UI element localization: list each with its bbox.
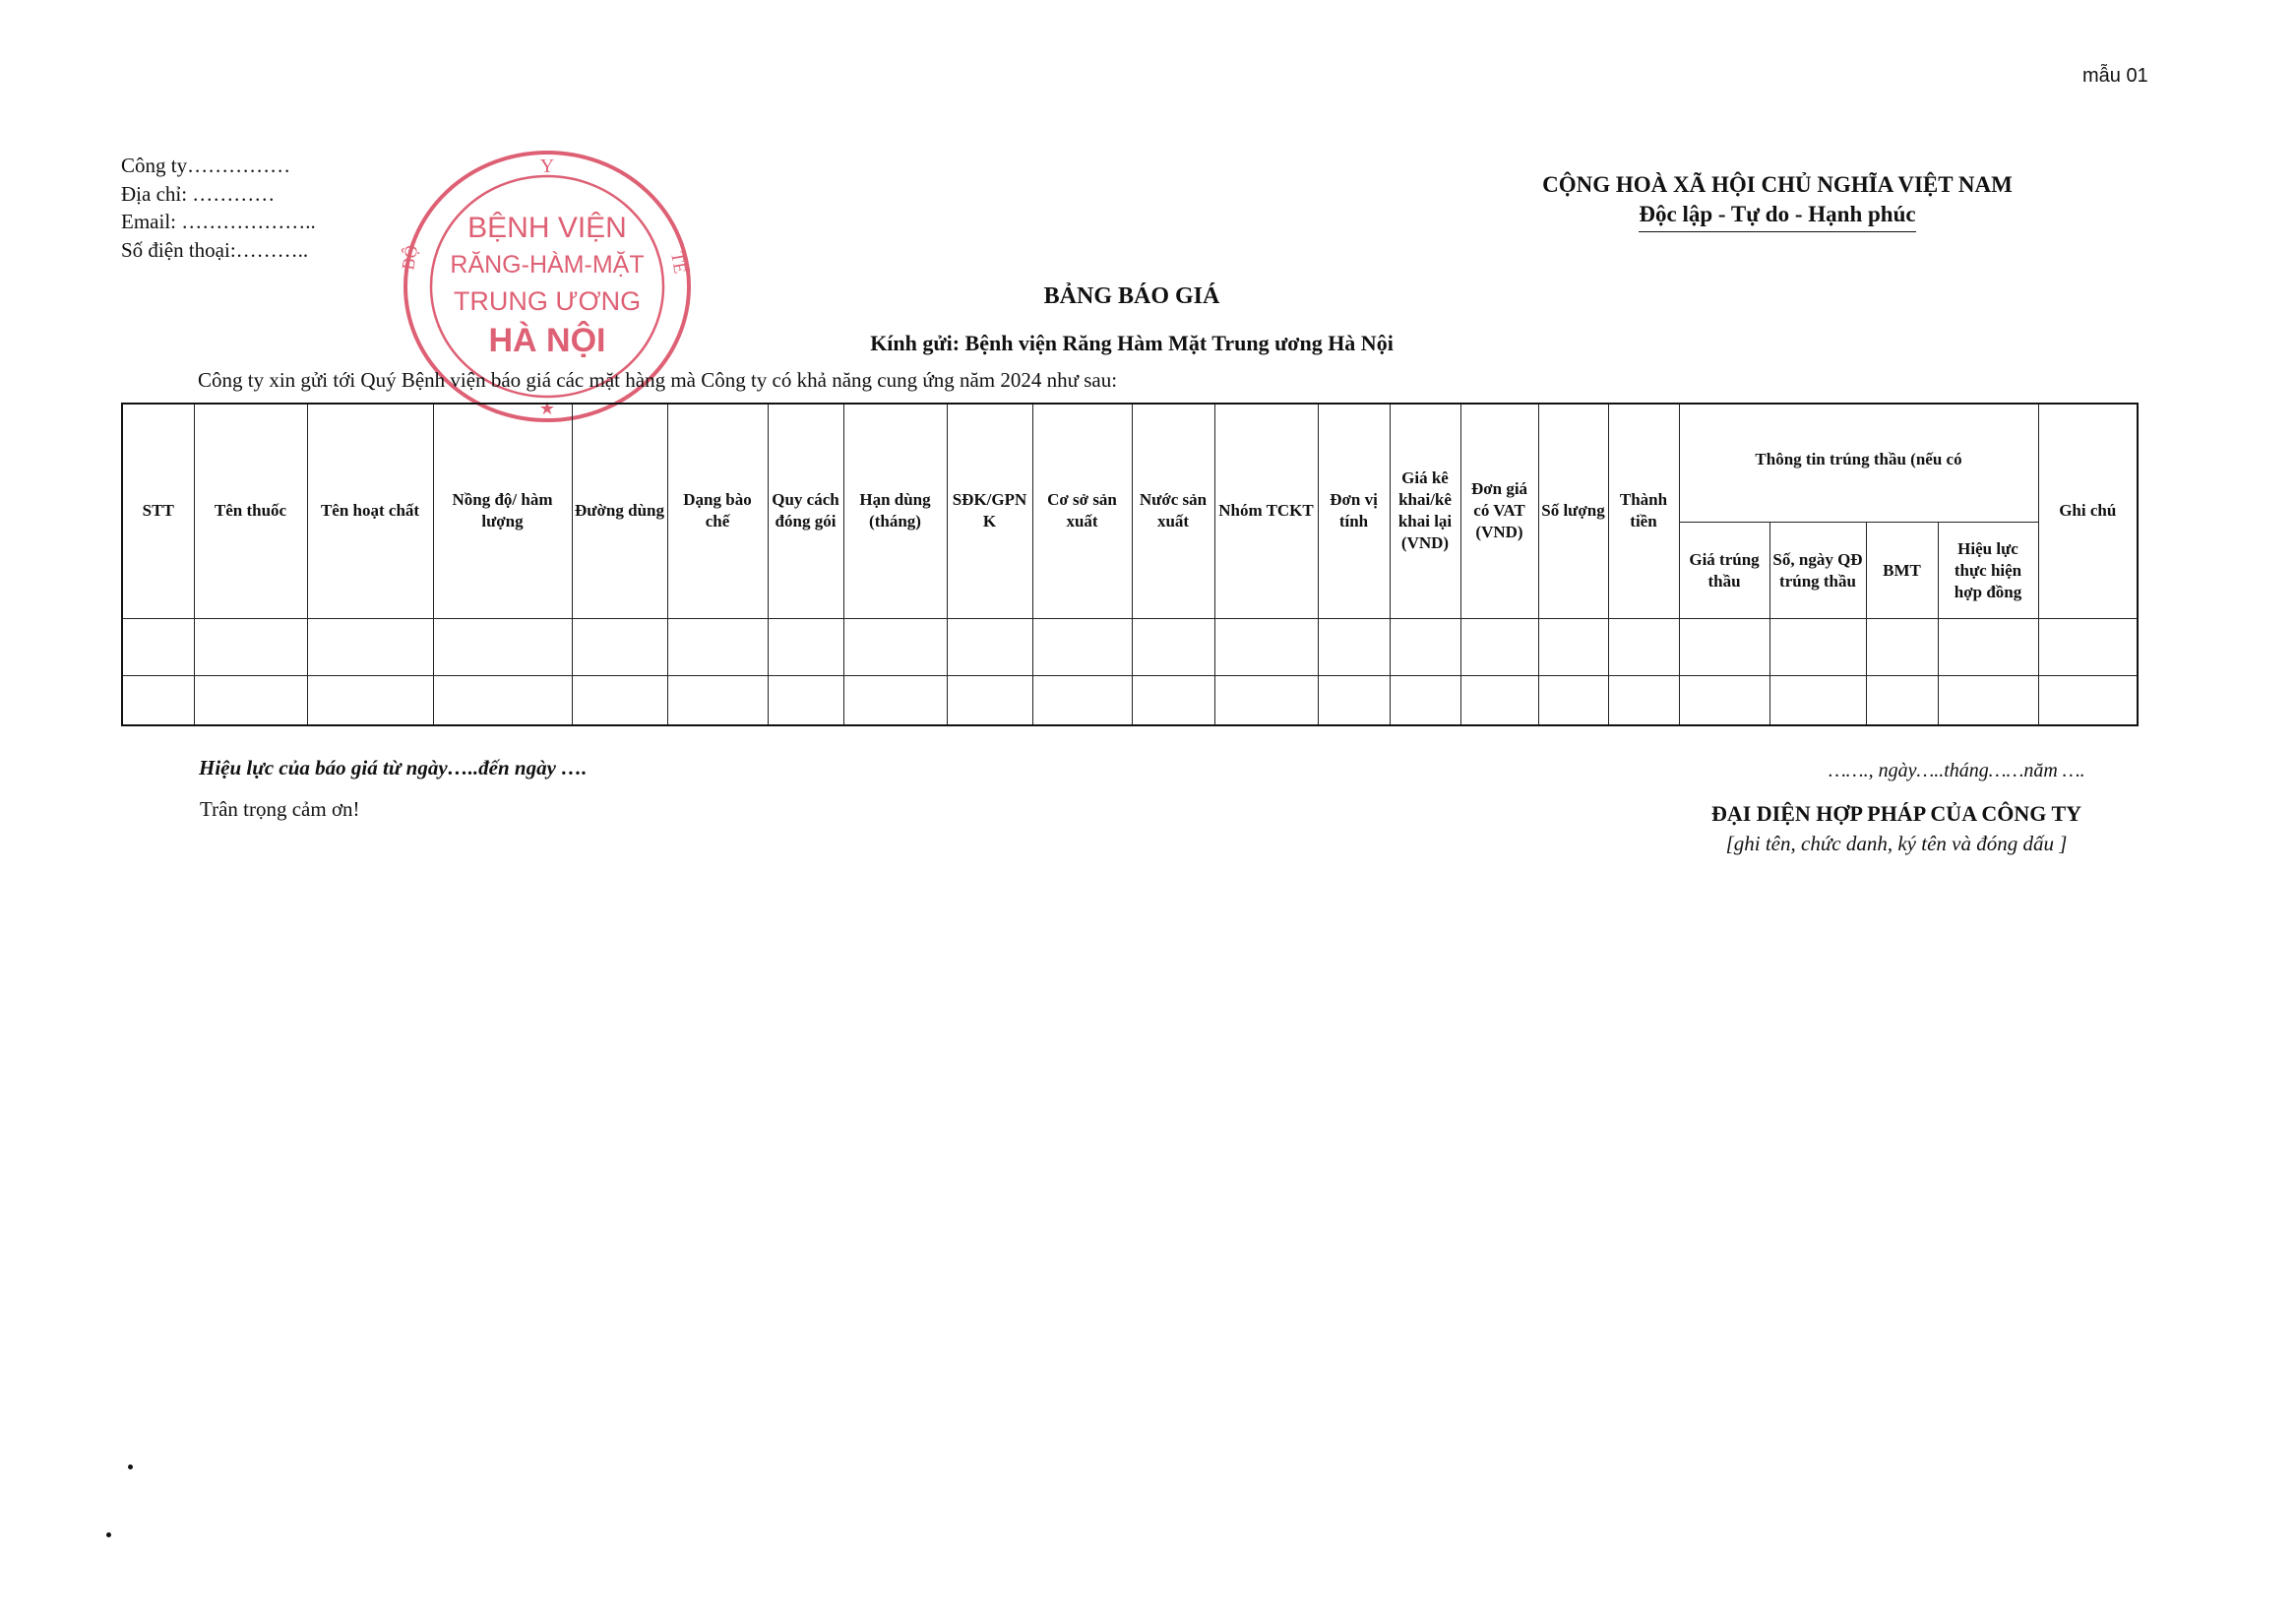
table-cell[interactable] xyxy=(572,618,667,675)
table-cell[interactable] xyxy=(1679,618,1769,675)
table-cell[interactable] xyxy=(1769,676,1866,725)
header-stt: STT xyxy=(122,404,194,618)
table-cell[interactable] xyxy=(1866,676,1938,725)
header-route: Đường dùng xyxy=(572,404,667,618)
table-cell[interactable] xyxy=(2038,676,2138,725)
table-cell[interactable] xyxy=(768,618,843,675)
validity-line: Hiệu lực của báo giá từ ngày…..đến ngày …. xyxy=(199,756,588,779)
table-cell[interactable] xyxy=(947,676,1032,725)
header-dosage-form: Dạng bào chế xyxy=(667,404,768,618)
table-cell[interactable] xyxy=(1214,676,1318,725)
table-cell[interactable] xyxy=(1390,676,1460,725)
table-cell[interactable] xyxy=(194,618,307,675)
document-title: BẢNG BÁO GIÁ xyxy=(1043,283,1220,309)
table-cell[interactable] xyxy=(122,676,194,725)
stamp-line-2: RĂNG-HÀM-MẶT xyxy=(450,251,645,279)
header-registration: SĐK/GPNK xyxy=(947,404,1032,618)
header-unit-price-vat: Đơn giá có VAT (VND) xyxy=(1460,404,1538,618)
table-cell[interactable] xyxy=(433,676,572,725)
stamp-text-right: TẾ xyxy=(667,250,691,276)
table-cell[interactable] xyxy=(667,676,768,725)
header-unit: Đơn vị tính xyxy=(1318,404,1390,618)
table-row xyxy=(122,618,2138,675)
nation-name: CỘNG HOÀ XÃ HỘI CHỦ NGHĨA VIỆT NAM xyxy=(1542,172,2013,197)
header-bid-price: Giá trúng thầu xyxy=(1679,523,1769,619)
star-icon: ★ xyxy=(538,399,556,418)
header-shelf-life: Hạn dùng (tháng) xyxy=(843,404,947,618)
table-cell[interactable] xyxy=(1538,618,1608,675)
table-cell[interactable] xyxy=(1460,618,1538,675)
company-email: Email: ……………….. xyxy=(121,210,316,233)
table-cell[interactable] xyxy=(1938,618,2038,675)
table-cell[interactable] xyxy=(2038,618,2138,675)
table-cell[interactable] xyxy=(307,676,433,725)
table-cell[interactable] xyxy=(1390,618,1460,675)
header-bid-info: Thông tin trúng thầu (nếu có xyxy=(1679,404,2038,523)
intro-text: Công ty xin gửi tới Quý Bệnh viện báo giá các mặt hàng mà Công ty có khả năng cung ứng năm 2024 như sau: xyxy=(198,368,1118,392)
header-drug-name: Tên thuốc xyxy=(194,404,307,618)
header-group: Nhóm TCKT xyxy=(1214,404,1318,618)
quotation-table xyxy=(121,403,2139,726)
header-notes: Ghi chú xyxy=(2038,404,2138,618)
table-cell[interactable] xyxy=(1679,676,1769,725)
stamp-line-4: HÀ NỘI xyxy=(488,322,606,359)
scan-speck xyxy=(106,1532,111,1537)
nation-motto: Độc lập - Tự do - Hạnh phúc xyxy=(1639,200,1915,232)
table-cell[interactable] xyxy=(572,676,667,725)
table-cell[interactable] xyxy=(768,676,843,725)
stamp-text-top: Y xyxy=(539,156,555,177)
company-address: Địa chỉ: ………… xyxy=(121,181,276,206)
table-cell[interactable] xyxy=(1866,618,1938,675)
stamp-line-1: BỆNH VIỆN xyxy=(467,212,627,244)
header-country: Nước sản xuất xyxy=(1132,404,1214,618)
header-bid-decision: Số, ngày QĐ trúng thầu xyxy=(1769,523,1866,619)
company-name: Công ty…………… xyxy=(121,154,291,177)
representative-note: [ghi tên, chức danh, ký tên và đóng dấu ] xyxy=(1725,832,2068,855)
national-header xyxy=(1285,170,2269,232)
table-cell[interactable] xyxy=(1938,676,2038,725)
table-cell[interactable] xyxy=(307,618,433,675)
header-concentration: Nồng độ/ hàm lượng xyxy=(433,404,572,618)
table-cell[interactable] xyxy=(1460,676,1538,725)
company-phone: Số điện thoại:……….. xyxy=(121,237,309,262)
table-cell[interactable] xyxy=(1608,676,1679,725)
table-cell[interactable] xyxy=(667,618,768,675)
table-cell[interactable] xyxy=(433,618,572,675)
table-cell[interactable] xyxy=(1032,618,1132,675)
header-quantity: Số lượng xyxy=(1538,404,1608,618)
header-declared-price: Giá kê khai/kê khai lại (VND) xyxy=(1390,404,1460,618)
table-cell[interactable] xyxy=(947,618,1032,675)
header-bmt: BMT xyxy=(1866,523,1938,619)
thanks-line: Trân trọng cảm ơn! xyxy=(200,797,360,821)
table-cell[interactable] xyxy=(1318,676,1390,725)
table-cell[interactable] xyxy=(1769,618,1866,675)
table-cell[interactable] xyxy=(1132,676,1214,725)
table-cell[interactable] xyxy=(843,676,947,725)
form-code: mẫu 01 xyxy=(2082,65,2148,87)
table-cell[interactable] xyxy=(1214,618,1318,675)
table-cell[interactable] xyxy=(1538,676,1608,725)
table-cell[interactable] xyxy=(122,618,194,675)
table-row xyxy=(122,676,2138,725)
header-contract-validity: Hiệu lực thực hiện hợp đồng xyxy=(1938,523,2038,619)
header-row xyxy=(122,404,2138,523)
header-amount: Thành tiền xyxy=(1608,404,1679,618)
representative-title: ĐẠI DIỆN HỢP PHÁP CỦA CÔNG TY xyxy=(1710,801,2082,826)
table-cell[interactable] xyxy=(1132,618,1214,675)
table-cell[interactable] xyxy=(1032,676,1132,725)
stamp-line-3: TRUNG ƯƠNG xyxy=(453,286,642,316)
header-manufacturer: Cơ sở sản xuất xyxy=(1032,404,1132,618)
table-cell[interactable] xyxy=(194,676,307,725)
header-packaging: Quy cách đóng gói xyxy=(768,404,843,618)
recipient-line: Kính gửi: Bệnh viện Răng Hàm Mặt Trung ương Hà Nội xyxy=(870,331,1394,355)
company-info xyxy=(121,152,316,264)
scan-speck xyxy=(128,1465,133,1469)
table-cell[interactable] xyxy=(1318,618,1390,675)
table-cell[interactable] xyxy=(1608,618,1679,675)
header-active-ingredient: Tên hoạt chất xyxy=(307,404,433,618)
table-cell[interactable] xyxy=(843,618,947,675)
date-line: ……., ngày…..tháng……năm …. xyxy=(1829,760,2085,781)
stamp-text-left: BỘ xyxy=(398,243,422,272)
